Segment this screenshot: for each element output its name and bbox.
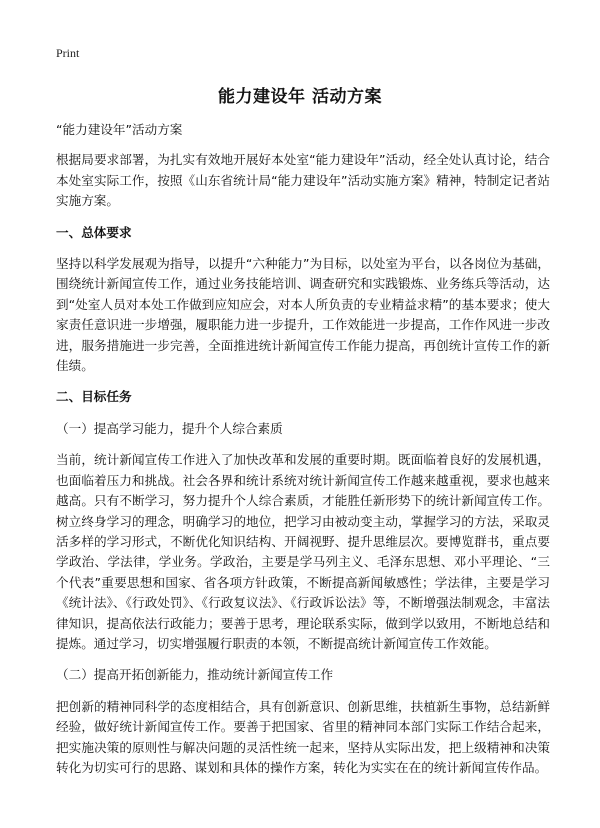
subsection-heading-innovation-ability: （二）提高开拓创新能力，推动统计新闻宣传工作: [56, 667, 334, 683]
print-link[interactable]: Print: [56, 46, 80, 60]
document-title: 能力建设年 活动方案: [218, 87, 382, 107]
document-body: [56, 120, 550, 789]
section-heading-general-requirements: 一、总体要求: [56, 224, 132, 240]
innovation-ability-paragraph: 把创新的精神同科学的态度相结合，具有创新意识、创新思维，扶植新生事物，总结新鲜经验，做好统计新闻宣传工作。要善于把国家、省里的精神同本部门实际工作结合起来，把实施决策的原则性与解决问题的灵活性统一起来，坚持从实际出发，把上级精神和决策转化为切实可行的思路、谋划和具体的操作方案，转化为实实在在的统计新闻宣传作品。: [56, 698, 550, 775]
general-requirements-paragraph: 坚持以科学发展观为指导，以提升“六种能力”为目标，以处室为平台，以各岗位为基础，围绕统计新闻宣传工作，通过业务技能培训、调查研究和实践锻炼、业务练兵等活动，达到“处室人员对本处工作做到应知应会，对本人所负责的专业精益求精”的基本要求；使大家责任意识进一步增强，履职能力进一步提升，工作效能进一步提高，工作作风进一步改进，服务措施进一步完善，全面推进统计新闻宣传工作能力提高，再创统计宣传工作的新佳绩。: [56, 256, 550, 374]
learning-ability-paragraph: 当前，统计新闻宣传工作进入了加快改革和发展的重要时期。既面临着良好的发展机遇，也面临着压力和挑战。社会各界和统计系统对统计新闻宣传工作越来越重视，要求也越来越高。只有不断学习，努力提升个人综合素质，才能胜任新形势下的统计新闻宣传工作。树立终身学习的理念，明确学习的地位，把学习由被动变主动，掌握学习的方法，采取灵活多样的学习形式，不断优化知识结构、开阔视野、提升思维层次。要博览群书，重点要学政治、学法律，学业务。学政治，主要是学马列主义、毛泽东思想、邓小平理论、“三个代表”重要思想和国家、省各项方针政策，不断提高新闻敏感性；学法律，主要是学习《统计法》、《行政处罚》、《行政复议法》、《行政诉讼法》等，不断增强法制观念，丰富法律知识，提高依法行政能力；要善于思考，理论联系实际，做到学以致用，不断地总结和提炼。通过学习，切实增强履行职责的本领，不断提高统计新闻宣传工作效能。: [56, 452, 550, 651]
subsection-heading-learning-ability: （一）提高学习能力，提升个人综合素质: [56, 420, 283, 436]
section-heading-goals-tasks: 二、目标任务: [56, 389, 132, 405]
intro-paragraph: 根据局要求部署，为扎实有效地开展好本处室“能力建设年”活动，经全处认真讨论，结合本处室实际工作，按照《山东省统计局“能力建设年”活动实施方案》精神，特制定记者站实施方案。: [56, 152, 550, 209]
document-subtitle: “能力建设年”活动方案: [56, 122, 183, 137]
